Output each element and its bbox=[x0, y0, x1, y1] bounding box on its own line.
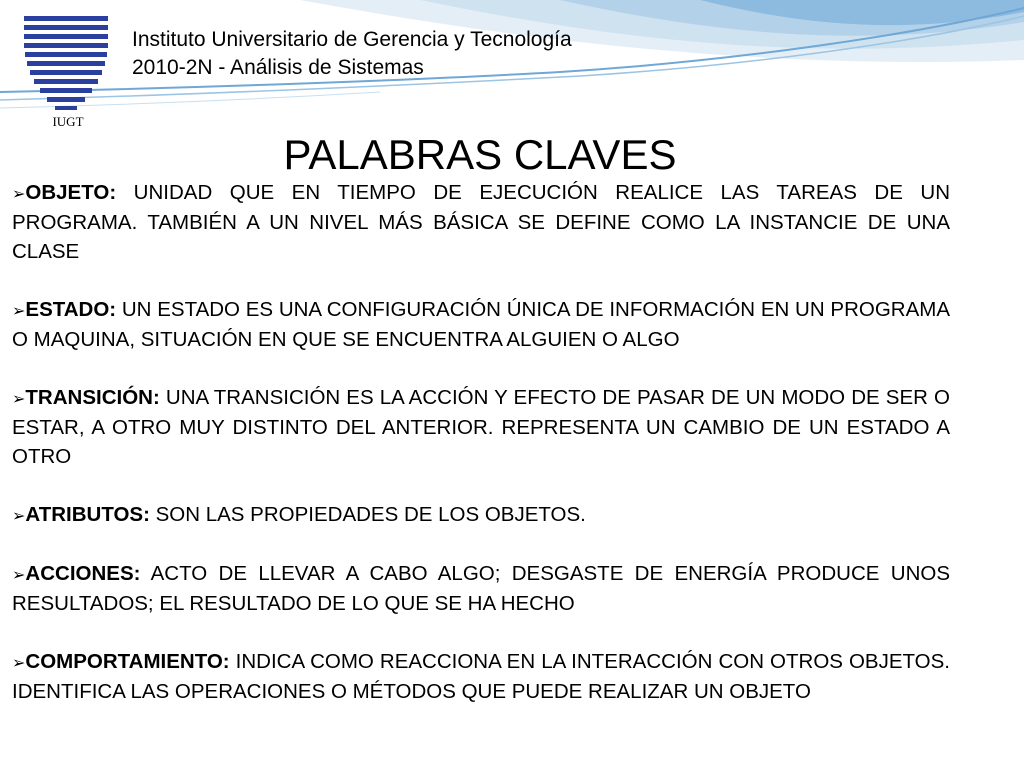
definition-text: UNA TRANSICIÓN ES LA ACCIÓN Y EFECTO DE PASAR DE UN MODO DE SER O ESTAR, A OTRO MUY DISTINTO DEL ANTERIOR. REPRESENTA UN CAMBIO DE UN ESTADO A OTRO bbox=[12, 386, 950, 468]
arrow-bullet-icon: ➢ bbox=[12, 184, 26, 203]
course-name: 2010-2N - Análisis de Sistemas bbox=[132, 56, 424, 79]
definitions-list bbox=[12, 178, 950, 706]
definition-item bbox=[12, 559, 950, 618]
arrow-bullet-icon: ➢ bbox=[12, 301, 26, 320]
definition-item bbox=[12, 295, 950, 354]
header-text bbox=[132, 26, 572, 82]
definition-term: ACCIONES: bbox=[25, 562, 141, 585]
definition-item bbox=[12, 500, 950, 530]
definition-term: TRANSICIÓN: bbox=[25, 386, 160, 409]
definition-term: OBJETO: bbox=[25, 181, 117, 204]
title-text: PALABRAS CLAVES bbox=[283, 131, 677, 178]
definition-term: ATRIBUTOS: bbox=[25, 503, 150, 526]
logo-text: IUGT bbox=[52, 114, 84, 129]
arrow-bullet-icon: ➢ bbox=[12, 389, 26, 408]
definition-item bbox=[12, 647, 950, 706]
definition-text: UNIDAD QUE EN TIEMPO DE EJECUCIÓN REALICE LAS TAREAS DE UN PROGRAMA. TAMBIÉN A UN NIVEL MÁS BÁSICA SE DEFINE COMO LA INSTANCIE DE UNA CLASE bbox=[12, 181, 950, 263]
definition-text: ACTO DE LLEVAR A CABO ALGO; DESGASTE DE ENERGÍA PRODUCE UNOS RESULTADOS; EL RESULTADO DE LO QUE SE HA HECHO bbox=[12, 562, 950, 615]
definition-term: COMPORTAMIENTO: bbox=[25, 650, 230, 673]
definition-text: INDICA COMO REACCIONA EN LA INTERACCIÓN CON OTROS OBJETOS. IDENTIFICA LAS OPERACIONES O MÉTODOS QUE PUEDE REALIZAR UN OBJETO bbox=[12, 650, 950, 703]
definition-text: SON LAS PROPIEDADES DE LOS OBJETOS. bbox=[149, 503, 586, 526]
definition-item bbox=[12, 178, 950, 266]
arrow-bullet-icon: ➢ bbox=[12, 506, 26, 525]
page-title bbox=[0, 130, 960, 180]
definition-text: UN ESTADO ES UNA CONFIGURACIÓN ÚNICA DE INFORMACIÓN EN UN PROGRAMA O MAQUINA, SITUACIÓN EN QUE SE ENCUENTRA ALGUIEN O ALGO bbox=[12, 298, 950, 351]
arrow-bullet-icon: ➢ bbox=[12, 653, 26, 672]
definition-term: ESTADO: bbox=[25, 298, 117, 321]
institute-name: Instituto Universitario de Gerencia y Tecnología bbox=[132, 28, 572, 51]
arrow-bullet-icon: ➢ bbox=[12, 565, 26, 584]
definition-item bbox=[12, 383, 950, 471]
iugt-logo bbox=[22, 14, 114, 132]
